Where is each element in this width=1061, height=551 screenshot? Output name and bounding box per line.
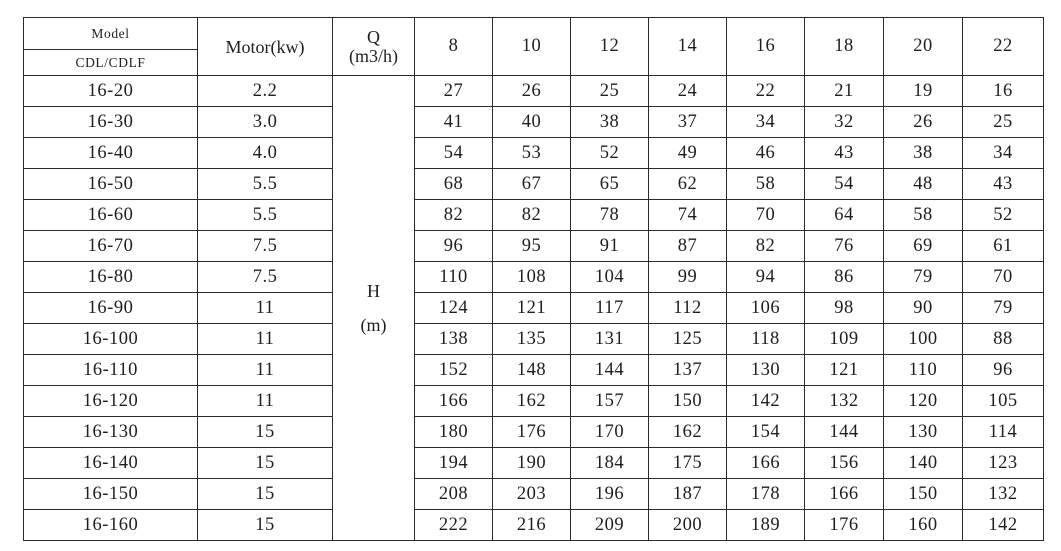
head-value-cell: 82 [493, 200, 571, 231]
head-value-cell: 54 [805, 169, 884, 200]
head-value-cell: 138 [415, 324, 493, 355]
head-value-cell: 62 [649, 169, 727, 200]
head-value-cell: 25 [963, 107, 1044, 138]
pump-performance-table [23, 17, 1044, 541]
head-value-cell: 170 [571, 417, 649, 448]
head-value-cell: 25 [571, 76, 649, 107]
head-value-cell: 132 [805, 386, 884, 417]
model-cell: 16-60 [24, 200, 198, 231]
head-value-cell: 87 [649, 231, 727, 262]
model-cell: 16-120 [24, 386, 198, 417]
head-value-cell: 26 [884, 107, 963, 138]
head-value-cell: 190 [493, 448, 571, 479]
head-value-cell: 90 [884, 293, 963, 324]
head-value-cell: 54 [415, 138, 493, 169]
head-value-cell: 180 [415, 417, 493, 448]
head-value-cell: 162 [649, 417, 727, 448]
head-value-cell: 58 [727, 169, 805, 200]
flow-value-header: 18 [805, 18, 884, 76]
head-value-cell: 48 [884, 169, 963, 200]
head-value-cell: 157 [571, 386, 649, 417]
head-value-cell: 196 [571, 479, 649, 510]
head-value-cell: 108 [493, 262, 571, 293]
head-value-cell: 148 [493, 355, 571, 386]
table-row [24, 262, 1044, 293]
motor-cell: 15 [198, 417, 333, 448]
head-value-cell: 82 [727, 231, 805, 262]
head-value-cell: 137 [649, 355, 727, 386]
head-value-cell: 166 [727, 448, 805, 479]
motor-cell: 15 [198, 510, 333, 541]
head-value-cell: 208 [415, 479, 493, 510]
head-value-cell: 53 [493, 138, 571, 169]
table-row [24, 169, 1044, 200]
motor-header: Motor(kw) [198, 18, 333, 76]
motor-cell: 15 [198, 479, 333, 510]
model-cell: 16-70 [24, 231, 198, 262]
table-row [24, 200, 1044, 231]
head-value-cell: 132 [963, 479, 1044, 510]
model-cell: 16-90 [24, 293, 198, 324]
motor-cell: 7.5 [198, 262, 333, 293]
head-value-cell: 74 [649, 200, 727, 231]
head-value-cell: 99 [649, 262, 727, 293]
head-value-cell: 131 [571, 324, 649, 355]
model-header: Model [24, 18, 198, 50]
flow-symbol: Q [367, 26, 380, 47]
head-value-cell: 152 [415, 355, 493, 386]
head-value-cell: 65 [571, 169, 649, 200]
table-row [24, 138, 1044, 169]
model-cell: 16-30 [24, 107, 198, 138]
head-value-cell: 200 [649, 510, 727, 541]
flow-value-header: 20 [884, 18, 963, 76]
head-value-cell: 96 [963, 355, 1044, 386]
header-row [24, 18, 1044, 50]
head-value-cell: 144 [805, 417, 884, 448]
head-value-cell: 117 [571, 293, 649, 324]
head-value-cell: 162 [493, 386, 571, 417]
head-symbol: H [367, 280, 380, 301]
head-label-cell [333, 76, 415, 541]
head-value-cell: 189 [727, 510, 805, 541]
head-value-cell: 68 [415, 169, 493, 200]
head-value-cell: 142 [727, 386, 805, 417]
head-value-cell: 16 [963, 76, 1044, 107]
head-value-cell: 194 [415, 448, 493, 479]
flow-value-header: 22 [963, 18, 1044, 76]
head-value-cell: 26 [493, 76, 571, 107]
head-value-cell: 154 [727, 417, 805, 448]
motor-cell: 11 [198, 355, 333, 386]
flow-value-header: 8 [415, 18, 493, 76]
head-value-cell: 34 [727, 107, 805, 138]
table-row [24, 386, 1044, 417]
head-value-cell: 124 [415, 293, 493, 324]
head-value-cell: 70 [963, 262, 1044, 293]
model-cell: 16-150 [24, 479, 198, 510]
head-value-cell: 86 [805, 262, 884, 293]
head-value-cell: 110 [415, 262, 493, 293]
model-cell: 16-80 [24, 262, 198, 293]
head-value-cell: 100 [884, 324, 963, 355]
head-value-cell: 123 [963, 448, 1044, 479]
head-value-cell: 106 [727, 293, 805, 324]
table-row [24, 510, 1044, 541]
head-value-cell: 94 [727, 262, 805, 293]
head-value-cell: 125 [649, 324, 727, 355]
motor-cell: 5.5 [198, 200, 333, 231]
head-value-cell: 21 [805, 76, 884, 107]
model-series-header: CDL/CDLF [24, 50, 198, 76]
head-value-cell: 64 [805, 200, 884, 231]
head-value-cell: 38 [884, 138, 963, 169]
head-value-cell: 216 [493, 510, 571, 541]
head-value-cell: 160 [884, 510, 963, 541]
head-value-cell: 176 [805, 510, 884, 541]
head-value-cell: 41 [415, 107, 493, 138]
head-value-cell: 82 [415, 200, 493, 231]
head-value-cell: 104 [571, 262, 649, 293]
head-value-cell: 142 [963, 510, 1044, 541]
head-unit: (m) [360, 315, 387, 335]
flow-value-header: 12 [571, 18, 649, 76]
head-value-cell: 37 [649, 107, 727, 138]
motor-cell: 11 [198, 386, 333, 417]
head-value-cell: 144 [571, 355, 649, 386]
head-value-cell: 46 [727, 138, 805, 169]
head-value-cell: 203 [493, 479, 571, 510]
head-value-cell: 166 [805, 479, 884, 510]
head-value-cell: 175 [649, 448, 727, 479]
head-value-cell: 24 [649, 76, 727, 107]
head-value-cell: 91 [571, 231, 649, 262]
head-value-cell: 19 [884, 76, 963, 107]
head-value-cell: 52 [963, 200, 1044, 231]
head-value-cell: 69 [884, 231, 963, 262]
flow-value-header: 16 [727, 18, 805, 76]
head-value-cell: 40 [493, 107, 571, 138]
head-value-cell: 79 [963, 293, 1044, 324]
table-row [24, 479, 1044, 510]
head-value-cell: 67 [493, 169, 571, 200]
head-value-cell: 130 [727, 355, 805, 386]
flow-value-header: 10 [493, 18, 571, 76]
head-value-cell: 112 [649, 293, 727, 324]
head-value-cell: 95 [493, 231, 571, 262]
table-row [24, 355, 1044, 386]
head-value-cell: 61 [963, 231, 1044, 262]
head-value-cell: 70 [727, 200, 805, 231]
head-value-cell: 34 [963, 138, 1044, 169]
head-value-cell: 150 [884, 479, 963, 510]
motor-cell: 4.0 [198, 138, 333, 169]
table-row [24, 76, 1044, 107]
head-value-cell: 32 [805, 107, 884, 138]
head-value-cell: 105 [963, 386, 1044, 417]
head-value-cell: 135 [493, 324, 571, 355]
head-value-cell: 49 [649, 138, 727, 169]
head-value-cell: 178 [727, 479, 805, 510]
head-value-cell: 140 [884, 448, 963, 479]
head-value-cell: 43 [805, 138, 884, 169]
head-value-cell: 118 [727, 324, 805, 355]
head-value-cell: 120 [884, 386, 963, 417]
model-cell: 16-110 [24, 355, 198, 386]
head-value-cell: 98 [805, 293, 884, 324]
head-value-cell: 76 [805, 231, 884, 262]
table-row [24, 324, 1044, 355]
model-cell: 16-130 [24, 417, 198, 448]
model-cell: 16-140 [24, 448, 198, 479]
head-value-cell: 96 [415, 231, 493, 262]
head-value-cell: 176 [493, 417, 571, 448]
motor-cell: 2.2 [198, 76, 333, 107]
flow-value-header: 14 [649, 18, 727, 76]
motor-cell: 3.0 [198, 107, 333, 138]
head-value-cell: 222 [415, 510, 493, 541]
motor-cell: 15 [198, 448, 333, 479]
model-cell: 16-50 [24, 169, 198, 200]
model-cell: 16-100 [24, 324, 198, 355]
head-value-cell: 121 [493, 293, 571, 324]
head-value-cell: 166 [415, 386, 493, 417]
table-row [24, 293, 1044, 324]
motor-cell: 5.5 [198, 169, 333, 200]
head-value-cell: 58 [884, 200, 963, 231]
head-value-cell: 79 [884, 262, 963, 293]
head-value-cell: 121 [805, 355, 884, 386]
head-value-cell: 88 [963, 324, 1044, 355]
head-value-cell: 109 [805, 324, 884, 355]
model-cell: 16-20 [24, 76, 198, 107]
head-value-cell: 27 [415, 76, 493, 107]
table-row [24, 417, 1044, 448]
head-value-cell: 156 [805, 448, 884, 479]
head-value-cell: 184 [571, 448, 649, 479]
head-value-cell: 150 [649, 386, 727, 417]
head-value-cell: 114 [963, 417, 1044, 448]
table-row [24, 448, 1044, 479]
head-value-cell: 187 [649, 479, 727, 510]
table-row [24, 107, 1044, 138]
head-value-cell: 78 [571, 200, 649, 231]
motor-cell: 11 [198, 324, 333, 355]
head-value-cell: 52 [571, 138, 649, 169]
head-value-cell: 43 [963, 169, 1044, 200]
flow-header [333, 18, 415, 76]
head-value-cell: 209 [571, 510, 649, 541]
flow-unit: (m3/h) [349, 45, 398, 66]
motor-cell: 7.5 [198, 231, 333, 262]
model-cell: 16-160 [24, 510, 198, 541]
motor-cell: 11 [198, 293, 333, 324]
table-row [24, 231, 1044, 262]
head-value-cell: 38 [571, 107, 649, 138]
head-value-cell: 110 [884, 355, 963, 386]
head-value-cell: 22 [727, 76, 805, 107]
model-cell: 16-40 [24, 138, 198, 169]
head-value-cell: 130 [884, 417, 963, 448]
